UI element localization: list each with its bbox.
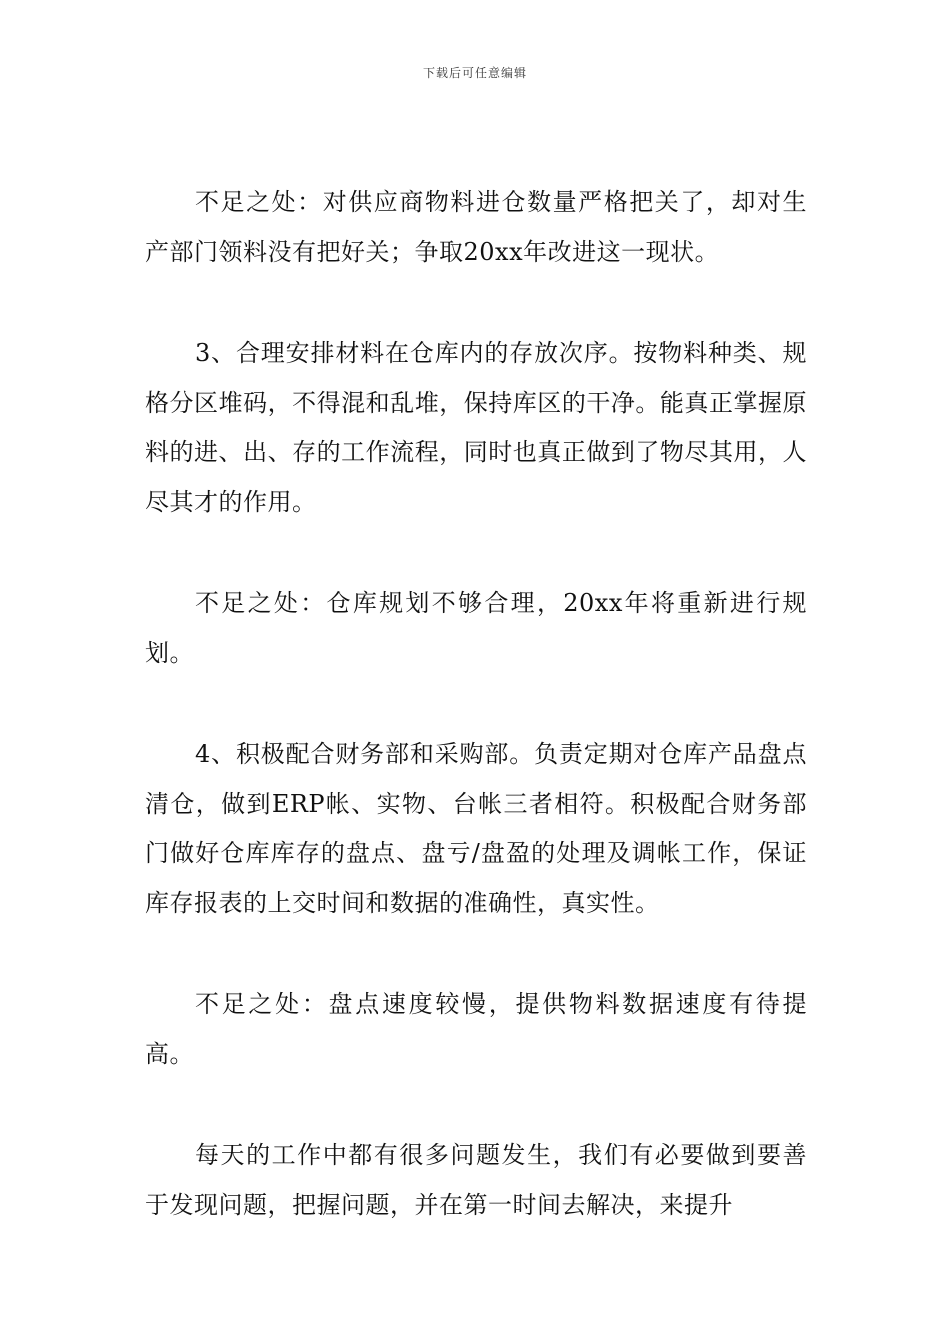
paragraph-shortcoming-inventory-speed: 不足之处：盘点速度较慢，提供物料数据速度有待提高。 — [145, 990, 807, 1068]
paragraph-item-3-storage-order: 3、合理安排材料在仓库内的存放次序。按物料种类、规格分区堆码，不得混和乱堆，保持库区的干净。能真正掌握原料的进、出、存的工作流程，同时也真正做到了物尽其用，人尽其才的作用。 — [145, 339, 807, 516]
paragraph-daily-problems: 每天的工作中都有很多问题发生，我们有必要做到要善于发现问题，把握问题，并在第一时间去解决，来提升 — [145, 1141, 807, 1219]
paragraph-shortcoming-supplier: 不足之处：对供应商物料进仓数量严格把关了，却对生产部门领料没有把好关；争取20xx年改进这一现状。 — [145, 188, 807, 266]
document-body — [145, 178, 807, 1282]
paragraph-item-4-finance-cooperation: 4、积极配合财务部和采购部。负责定期对仓库产品盘点清仓，做到ERP帐、实物、台帐三者相符。积极配合财务部门做好仓库库存的盘点、盘亏/盘盈的处理及调帐工作，保证库存报表的上交时间和数据的准确性，真实性。 — [145, 740, 807, 917]
paragraph-shortcoming-warehouse-plan: 不足之处：仓库规划不够合理，20xx年将重新进行规划。 — [145, 589, 807, 667]
page-header-note: 下载后可任意编辑 — [422, 66, 527, 80]
